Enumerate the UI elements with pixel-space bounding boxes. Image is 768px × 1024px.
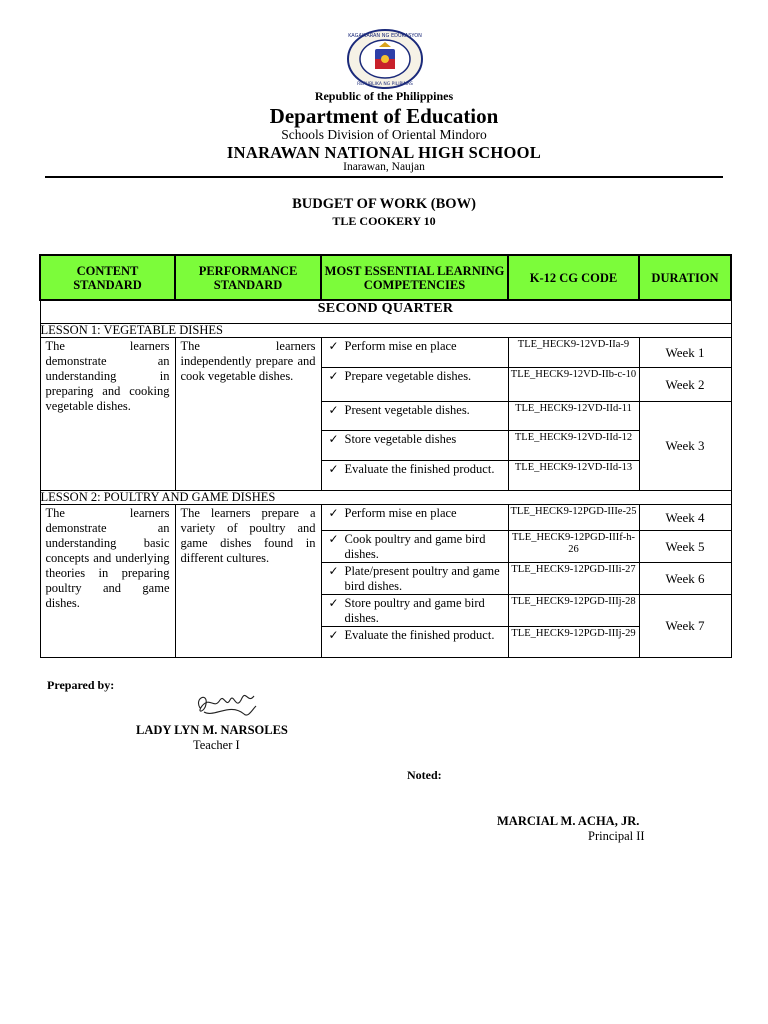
cg-code: TLE_HECK9-12PGD-IIIe-25 xyxy=(508,505,639,531)
table-header-row xyxy=(40,255,731,300)
checkmark-icon: ✓ xyxy=(328,506,339,520)
prepared-by-label: Prepared by: xyxy=(47,678,115,692)
competency-cell xyxy=(321,505,508,531)
checkmark-icon: ✓ xyxy=(328,369,339,383)
competency-text: Store vegetable dishes xyxy=(344,432,457,446)
table-row xyxy=(40,505,731,531)
column-header: K-12 CG CODE xyxy=(508,255,639,300)
column-header: MOST ESSENTIAL LEARNING COMPETENCIES xyxy=(321,255,508,300)
column-header: CONTENT STANDARD xyxy=(40,255,175,300)
competency-text: Prepare vegetable dishes. xyxy=(344,369,472,383)
teacher-role: Teacher I xyxy=(193,738,240,752)
duration-cell: Week 1 xyxy=(639,338,731,368)
lesson-title-row xyxy=(40,491,731,505)
school-name: INARAWAN NATIONAL HIGH SCHOOL xyxy=(226,143,542,162)
checkmark-icon: ✓ xyxy=(328,403,339,417)
checkmark-icon: ✓ xyxy=(328,432,339,446)
competency-cell xyxy=(321,563,508,595)
checkmark-icon: ✓ xyxy=(328,564,339,578)
quarter-row xyxy=(40,300,731,324)
checkmark-icon: ✓ xyxy=(328,628,339,642)
cg-code: TLE_HECK9-12VD-IId-12 xyxy=(508,431,639,461)
lesson-title: LESSON 1: VEGETABLE DISHES xyxy=(40,324,731,338)
duration-cell: Week 3 xyxy=(639,402,731,491)
competency-text: Present vegetable dishes. xyxy=(344,403,470,417)
competency-text: Plate/present poultry and game bird dishes. xyxy=(344,564,500,593)
document-title: BUDGET OF WORK (BOW) xyxy=(292,196,476,212)
checkmark-icon: ✓ xyxy=(328,532,339,546)
performance-standard: The learners prepare a variety of poultry and game dishes found in different cultures. xyxy=(175,505,321,658)
division-line: Schools Division of Oriental Mindoro xyxy=(281,127,487,142)
republic-line: Republic of the Philippines xyxy=(314,89,454,103)
competency-text: Evaluate the finished product. xyxy=(344,462,495,476)
column-header: DURATION xyxy=(639,255,731,300)
svg-text:KAGAWARAN NG EDUKASYON: KAGAWARAN NG EDUKASYON xyxy=(348,33,422,39)
department-title: Department of Education xyxy=(269,104,499,128)
document-subtitle: TLE COOKERY 10 xyxy=(332,214,436,228)
deped-seal-logo xyxy=(346,29,424,89)
competency-cell xyxy=(321,595,508,627)
duration-cell: Week 2 xyxy=(639,368,731,402)
duration-cell: Week 4 xyxy=(639,505,731,531)
svg-text:REPUBLIKA NG PILIPINAS: REPUBLIKA NG PILIPINAS xyxy=(357,82,413,87)
competency-cell xyxy=(321,531,508,563)
competency-text: Store poultry and game bird dishes. xyxy=(344,596,485,625)
cg-code: TLE_HECK9-12PGD-IIIi-27 xyxy=(508,563,639,595)
competency-cell xyxy=(321,627,508,658)
checkmark-icon: ✓ xyxy=(328,596,339,610)
cg-code: TLE_HECK9-12VD-IId-11 xyxy=(508,402,639,431)
content-standard: The learners demonstrate an understanding in preparing and cooking vegetable dishes. xyxy=(40,338,175,491)
content-standard: The learners demonstrate an understanding basic concepts and underlying theories in preparing poultry and game dishes. xyxy=(40,505,175,658)
lesson-title-row xyxy=(40,324,731,338)
teacher-name: LADY LYN M. NARSOLES xyxy=(136,723,288,737)
cg-code: TLE_HECK9-12VD-IId-13 xyxy=(508,461,639,491)
principal-name: MARCIAL M. ACHA, JR. xyxy=(497,814,640,828)
competency-text: Perform mise en place xyxy=(344,339,457,353)
cg-code: TLE_HECK9-12PGD-IIIj-29 xyxy=(508,627,639,658)
principal-role: Principal II xyxy=(588,829,645,843)
quarter-label: SECOND QUARTER xyxy=(40,300,731,324)
competency-cell xyxy=(321,368,508,402)
cg-code: TLE_HECK9-12VD-IIb-c-10 xyxy=(508,368,639,402)
lesson-title: LESSON 2: POULTRY AND GAME DISHES xyxy=(40,491,731,505)
cg-code: TLE_HECK9-12VD-IIa-9 xyxy=(508,338,639,368)
duration-cell: Week 5 xyxy=(639,531,731,563)
duration-cell: Week 6 xyxy=(639,563,731,595)
table-row xyxy=(40,338,731,368)
competency-cell xyxy=(321,338,508,368)
cg-code: TLE_HECK9-12PGD-IIIj-28 xyxy=(508,595,639,627)
header-divider xyxy=(45,176,723,178)
duration-cell: Week 7 xyxy=(639,595,731,658)
performance-standard: The learners independently prepare and cook vegetable dishes. xyxy=(175,338,321,491)
budget-of-work-table xyxy=(39,254,732,658)
competency-cell xyxy=(321,461,508,491)
checkmark-icon: ✓ xyxy=(328,462,339,476)
competency-cell xyxy=(321,402,508,431)
school-address: Inarawan, Naujan xyxy=(343,161,425,173)
competency-text: Cook poultry and game bird dishes. xyxy=(344,532,486,561)
cg-code: TLE_HECK9-12PGD-IIIf-h-26 xyxy=(508,531,639,563)
handwritten-signature xyxy=(190,688,260,724)
column-header: PERFORMANCE STANDARD xyxy=(175,255,321,300)
competency-text: Perform mise en place xyxy=(344,506,457,520)
checkmark-icon: ✓ xyxy=(328,339,339,353)
noted-label: Noted: xyxy=(407,768,442,782)
competency-text: Evaluate the finished product. xyxy=(344,628,495,642)
competency-cell xyxy=(321,431,508,461)
